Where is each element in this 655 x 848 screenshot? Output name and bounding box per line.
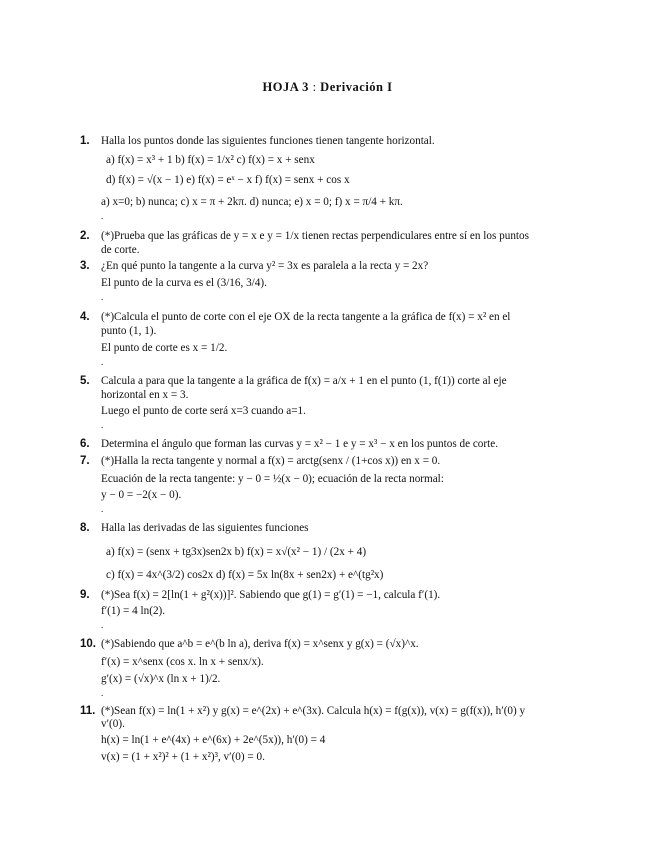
separator-dot: . bbox=[101, 292, 104, 302]
problem-4-number: 4. bbox=[80, 311, 90, 323]
problem-2-statement: (*)Prueba que las gráficas de y = x e y = 1/x tienen rectas perpendiculares entre sí en los puntos bbox=[101, 230, 529, 242]
problem-11-answer-v: v(x) = (1 + x²)² + (1 + x²)³, v′(0) = 0. bbox=[101, 751, 265, 763]
problem-10-number: 10. bbox=[80, 638, 96, 650]
problem-7-number: 7. bbox=[80, 455, 90, 467]
problem-8-functions-row-2: c) f(x) = 4x^(3/2) cos2x d) f(x) = 5x ln(8x + sen2x) + e^(tg²x) bbox=[106, 569, 384, 581]
problem-3-statement: ¿En qué punto la tangente a la curva y² = 3x es paralela a la recta y = 2x? bbox=[101, 260, 429, 272]
separator-dot: . bbox=[101, 211, 104, 221]
problem-3-number: 3. bbox=[80, 260, 90, 272]
problem-11-statement-cont: v′(0). bbox=[101, 718, 125, 730]
problem-1-functions-row-1: a) f(x) = x³ + 1 b) f(x) = 1/x² c) f(x) = x + senx bbox=[106, 154, 315, 166]
problem-5-statement-cont: horizontal en x = 3. bbox=[101, 389, 189, 401]
problem-2-statement-cont: de corte. bbox=[101, 244, 140, 256]
problem-2-number: 2. bbox=[80, 230, 90, 242]
problem-11-answer-h: h(x) = ln(1 + e^(4x) + e^(6x) + 2e^(5x)), h′(0) = 4 bbox=[101, 734, 326, 746]
problem-10-statement: (*)Sabiendo que a^b = e^(b ln a), deriva f(x) = x^senx y g(x) = (√x)^x. bbox=[101, 638, 419, 650]
problem-1-number: 1. bbox=[80, 135, 90, 147]
problem-3-answer: El punto de la curva es el (3/16, 3/4). bbox=[101, 277, 267, 289]
problem-8-functions-row-1: a) f(x) = (senx + tg3x)sen2x b) f(x) = x√(x² − 1) / (2x + 4) bbox=[106, 546, 367, 558]
problem-8-statement: Halla las derivadas de las siguientes funciones bbox=[101, 522, 309, 534]
problem-1-statement: Halla los puntos donde las siguientes funciones tienen tangente horizontal. bbox=[101, 135, 435, 147]
problem-9-statement: (*)Sea f(x) = 2[ln(1 + g²(x))]². Sabiendo que g(1) = g′(1) = −1, calcula f′(1). bbox=[101, 589, 441, 601]
problem-11-statement: (*)Sean f(x) = ln(1 + x²) y g(x) = e^(2x) + e^(3x). Calcula h(x) = f(g(x)), v(x) = g(f(x)), h′(0) y bbox=[101, 705, 526, 717]
problem-7-statement: (*)Halla la recta tangente y normal a f(x) = arctg(senx / (1+cos x)) en x = 0. bbox=[101, 455, 441, 467]
separator-dot: . bbox=[101, 420, 104, 430]
problem-4-statement-cont: punto (1, 1). bbox=[101, 325, 157, 337]
problem-5-number: 5. bbox=[80, 375, 90, 387]
separator-dot: . bbox=[101, 357, 104, 367]
problem-5-answer: Luego el punto de corte será x=3 cuando a=1. bbox=[101, 405, 306, 417]
page-title: HOJA 3 : Derivación I bbox=[262, 80, 393, 94]
problem-1-functions-row-2: d) f(x) = √(x − 1) e) f(x) = eˣ − x f) f(x) = senx + cos x bbox=[106, 174, 350, 186]
separator-dot: . bbox=[101, 688, 104, 698]
problem-1-answer: a) x=0; b) nunca; c) x = π + 2kπ. d) nunca; e) x = 0; f) x = π/4 + kπ. bbox=[101, 196, 403, 208]
problem-9-number: 9. bbox=[80, 589, 90, 601]
problem-6-statement: Determina el ángulo que forman las curvas y = x² − 1 e y = x³ − x en los puntos de corte. bbox=[101, 438, 498, 450]
problem-4-statement: (*)Calcula el punto de corte con el eje OX de la recta tangente a la gráfica de f(x) = x² en el bbox=[101, 311, 511, 323]
problem-9-answer: f′(1) = 4 ln(2). bbox=[101, 605, 166, 617]
problem-7-answer-line-1: Ecuación de la recta tangente: y − 0 = ½(x − 0); ecuación de la recta normal: bbox=[101, 473, 444, 485]
problem-10-answer-f: f′(x) = x^senx (cos x. ln x + senx/x). bbox=[101, 656, 264, 668]
problem-8-number: 8. bbox=[80, 522, 90, 534]
problem-6-number: 6. bbox=[80, 438, 90, 450]
separator-dot: . bbox=[101, 504, 104, 514]
problem-4-answer: El punto de corte es x = 1/2. bbox=[101, 342, 228, 354]
problem-5-statement: Calcula a para que la tangente a la gráfica de f(x) = a/x + 1 en el punto (1, f(1)) corte al eje bbox=[101, 375, 507, 387]
separator-dot: . bbox=[101, 620, 104, 630]
problem-10-answer-g: g′(x) = (√x)^x (ln x + 1)/2. bbox=[101, 673, 221, 685]
problem-11-number: 11. bbox=[80, 705, 96, 717]
problem-7-answer-line-2: y − 0 = −2(x − 0). bbox=[101, 489, 182, 501]
